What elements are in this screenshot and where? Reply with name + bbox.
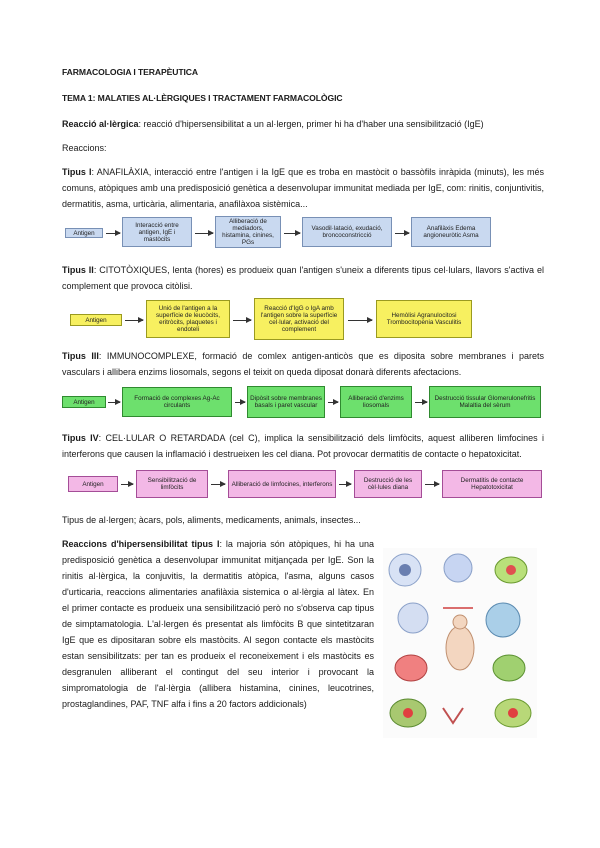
type3-label: Tipus III — [62, 351, 99, 361]
topic-title: TEMA 1: MALATIES AL·LÈRGIQUES I TRACTAMENT FARMACOLÒGIC — [62, 93, 343, 103]
flow-box: Interacció entre antigen, IgE i mastòcits — [122, 217, 192, 247]
flow-box: Dermatitis de contacte Hepatotoxicitat — [442, 470, 542, 498]
reactions-label: Reaccions: — [62, 143, 107, 153]
type2-label: Tipus II — [62, 265, 94, 275]
flow-arrow — [195, 233, 213, 234]
cell-nucleus-icon — [399, 564, 411, 576]
flow-box: Destrucció tissular Glomerulonefritis Malaltia del sèrum — [429, 386, 541, 418]
degranulating-cell-icon — [493, 655, 525, 681]
flow-box: Reacció d'IgG o IgA amb l'antigen sobre la superfície cel·lular, activació del complement — [254, 298, 344, 340]
flow-arrow — [235, 402, 245, 403]
flow-arrow — [125, 320, 143, 321]
human-body-icon — [446, 626, 474, 670]
flow-box: Antigen — [70, 314, 122, 326]
type4-paragraph — [62, 430, 544, 462]
head-icon — [453, 615, 467, 629]
granule-icon — [508, 708, 518, 718]
type2-flowchart — [62, 298, 544, 340]
granule-icon — [403, 708, 413, 718]
subject-title: FARMACOLOGIA I TERAPÈUTICA — [62, 67, 199, 77]
type1-detail-text: : la majoria són atòpiques, hi ha una predisposició genètica a desenvolupar immunitat mitjançada per IgE. Son la rinitis al·lèrgica, la conjuvitis, la dermatitis atòpica, l'asma, alguns casos d'urticaria, reaccions alimentaries anafilàxia sistemica o al·lèrgia al làtex. En el primer contacte es produeix una sensibilització però no s'observa cap tipus de simptamatologia. L'al·lergen és presentat als limfòcits B que sintetitzaran IgE que es dipositaran sobre els mastòcits. Al segon contacte els mastòcits estan sensibilitzats: per tan es produeix el reconeixement i els mastòcits es desgranulen alliberant el contingut del seu interior i provocant la simpromatologia de l'al·lèrgia (allibera histamina, cinines, leucotrines, prostaglandines, PAF, TNF alfa i fins a 20 factors addicionals) — [62, 539, 374, 709]
red-cell-icon — [395, 655, 427, 681]
type1-detail-title: Reaccions d'hipersensibilitat tipus I — [62, 539, 220, 549]
definition-text: : reacció d'hipersensibilitat a un al·lergen, primer hi ha d'haber una sensibilització (IgE) — [138, 119, 484, 129]
flow-box: Alliberació d'enzims liosomals — [340, 386, 412, 418]
flow-arrow — [425, 484, 439, 485]
flow-arrow — [121, 484, 133, 485]
flow-box: Antigen — [68, 476, 118, 492]
flow-arrow — [328, 402, 338, 403]
flow-arrow — [395, 233, 409, 234]
flow-box: Alliberació de limfocines, interferons — [228, 470, 336, 498]
type2-text: : CITOTÒXIQUES, lenta (hores) es produeix quan l'antigen s'uneix a diferents tipus cel·lulars, llavors s'activa el complement que provoca citòlisi. — [62, 265, 544, 291]
sensitized-cell-icon — [486, 603, 520, 637]
flow-arrow — [106, 233, 120, 234]
granule-icon — [506, 565, 516, 575]
flow-arrow — [415, 402, 427, 403]
flow-box: Dipòsit sobre membranes basals i paret vascular — [247, 386, 325, 418]
b-cell-icon — [444, 554, 472, 582]
type1-text: : ANAFILÀXIA, interacció entre l'antigen i la IgE que es troba en mastòcit o bassòfils inràpida (minuts), les més comuns, atòpiques amb una predisposició genètica a desenvolupar immunitat mediada per IgE, com: rinitis, conjuntivitis, dermatitis, asma, urticària, alimentaria, anafilàxoa sistèmica... — [62, 167, 544, 209]
allergens-line: Tipus de al·lergen; àcars, pols, aliments, medicaments, animals, insectes... — [62, 515, 361, 525]
flow-arrow — [233, 320, 251, 321]
type3-paragraph — [62, 348, 544, 380]
flow-box: Formació de complexes Ag-Ac circulants — [122, 387, 232, 417]
type3-flowchart — [62, 384, 544, 420]
definition-term: Reacció al·lèrgica — [62, 119, 139, 129]
flow-box: Sensibilització de limfòcits — [136, 470, 208, 498]
hypersensitivity-illustration — [383, 548, 537, 738]
type3-text: : IMMUNOCOMPLEXE, formació de comlex antigen-anticòs que es diposita sobre membranes i parets vasculars i allibera enzims liosomals, segons el teixit on queda diposat donarà diferents afectacions. — [62, 351, 544, 377]
definition-paragraph — [62, 116, 544, 132]
flow-arrow — [284, 233, 300, 234]
flow-box: Vasodil·latació, exudació, broncoconstricció — [302, 217, 392, 247]
type1-label: Tipus I — [62, 167, 92, 177]
flow-box: Antigen — [62, 396, 106, 408]
type1-detail-paragraph — [62, 536, 374, 712]
type1-flowchart — [62, 216, 544, 252]
type4-flowchart — [62, 466, 544, 502]
type2-paragraph — [62, 262, 544, 294]
flow-box: Antigen — [65, 228, 103, 238]
flow-arrow — [348, 320, 372, 321]
flow-arrow — [339, 484, 351, 485]
flow-box: Destrucció de les cèl·lules diana — [354, 470, 422, 498]
flow-box: Alliberació de mediadors, histamina, cinines, PGs — [215, 216, 281, 248]
flow-arrow — [108, 402, 120, 403]
flow-box: Unió de l'antigen a la superfície de leucòcits, eritròcits, plaquetes i endoteli — [146, 300, 230, 338]
flow-box: Hemòlisi Agranulocitosi Trombocitopènia Vasculitis — [376, 300, 472, 338]
flow-box: Anafilàxis Edema angioneuròtic Asma — [411, 217, 491, 247]
type4-text: : CEL·LULAR O RETARDADA (cel C), implica la sensibilització dels limfòcits, aquest alliberen limfocines i interferons que causen la inflamació i destrueixen les cel diana. Pot provocar dermatitis de contacte o hepatoxicitat. — [62, 433, 544, 459]
plasma-cell-icon — [398, 603, 428, 633]
type4-label: Tipus IV — [62, 433, 99, 443]
type1-paragraph — [62, 164, 544, 212]
flow-arrow — [211, 484, 225, 485]
